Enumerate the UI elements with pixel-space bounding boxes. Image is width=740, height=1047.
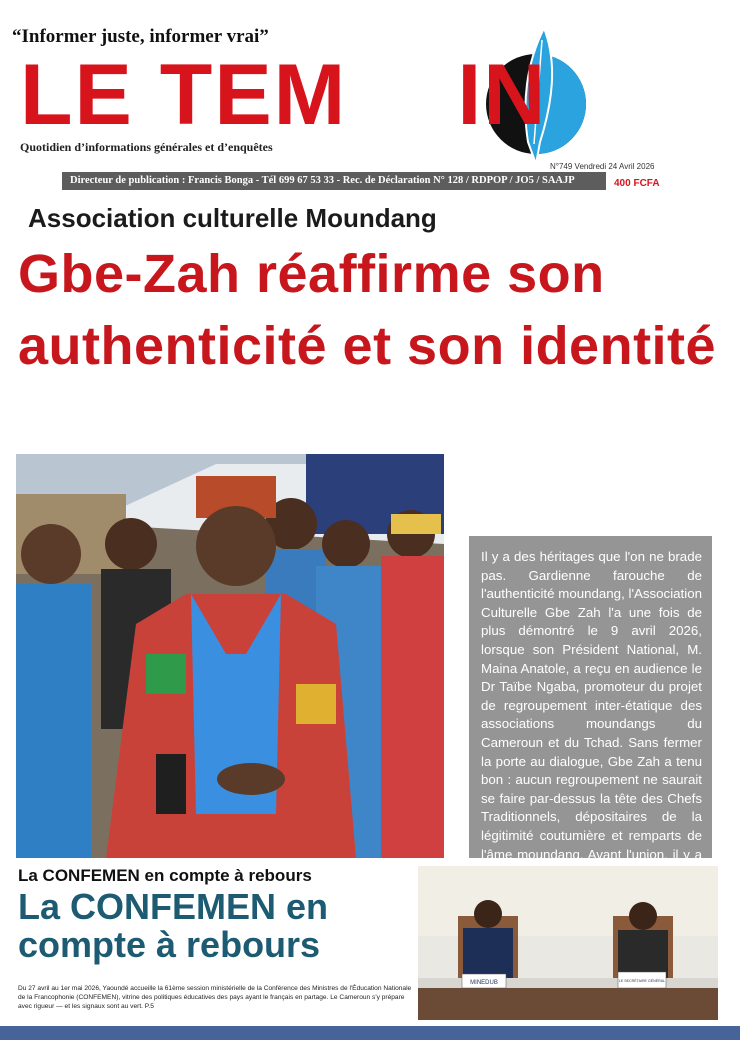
masthead-subtitle: Quotidien d’informations générales et d’enquêtes — [20, 140, 273, 154]
second-text: Du 27 avril au 1er mai 2026, Yaoundé accueille la 61ème session ministérielle de la Conférence des Ministres de l'Éducation Nationale de la Francophonie (CONFEMEN), vitrine des politiques éducatives des pays ayant le français en partage. Le Cameroun s'y prépare avec rigueur — et les signaux sont au vert. P.5 — [18, 985, 412, 1010]
placard-left: MINEDUB — [470, 980, 498, 986]
second-headline[interactable]: La CONFEMEN en compte à rebours — [18, 886, 329, 965]
publication-info-bar: Directeur de publication : Francis Bonga - Tél 699 67 53 33 - Rec. de Déclaration N° 128 / RDPOP / JO5 / SAAJP — [62, 172, 606, 190]
footer-bar — [0, 1026, 740, 1040]
issue-date: N°749 Vendredi 24 Avril 2026 — [550, 162, 655, 171]
officials-photo-icon — [418, 866, 718, 1020]
lead-photo[interactable] — [16, 454, 444, 858]
second-photo[interactable] — [418, 866, 718, 1020]
lead-summary-box — [469, 536, 712, 862]
price-label: 400 FCFA — [614, 178, 660, 189]
logo-right: IN — [457, 47, 548, 143]
ceremony-photo-icon — [16, 454, 444, 858]
newspaper-logo — [20, 47, 548, 143]
lead-kicker: Association culturelle Moundang — [28, 203, 437, 233]
lead-headline[interactable]: Gbe-Zah réaffirme son authenticité et son identité — [18, 244, 717, 376]
masthead-slogan: “Informer juste, informer vrai” — [12, 26, 269, 47]
logo-left: LE TEM — [20, 47, 348, 143]
second-kicker: La CONFEMEN en compte à rebours — [18, 866, 312, 885]
lead-summary-text: Il y a des héritages que l'on ne brade pas. Gardienne farouche de l'authenticité moundang, l'Association Culturelle Gbe Zah l'a une fois de plus démontré le 9 avril 2026, lorsque son Président National, M. Maina Anatole, a reçu en audience le Dr Taïbe Ngaba, promoteur du projet de regroupement inter-étatique des associations moundangs du Cameroun et du Tchad. Sans fermer la porte au dialogue, Gbe Zah a tenu bon : aucun regroupement ne saurait se faire par-dessus la tête des Chefs Traditionnels, dépositaires de la légitimité coutumière et remparts de l'âme moundang. Avant l'union, il y a — [481, 549, 702, 862]
placard-right: LE SECRÉTAIRE GÉNÉRAL — [618, 979, 666, 983]
